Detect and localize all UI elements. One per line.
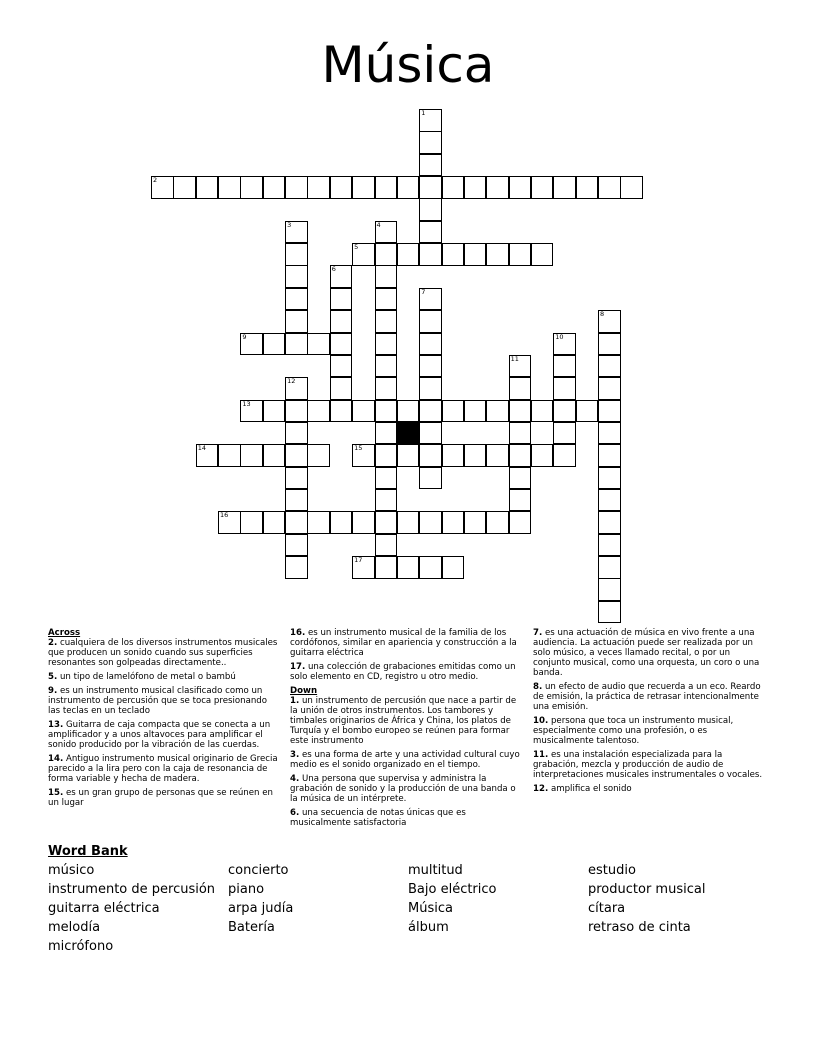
grid-cell[interactable] [509, 355, 532, 378]
grid-cell[interactable] [464, 444, 487, 467]
word-bank-item: productor musical [588, 882, 706, 897]
grid-cell[interactable] [553, 422, 576, 445]
grid-cell[interactable] [419, 556, 442, 579]
clue-text: es una instalación especializada para la grabación, mezcla y producción de audio de interpretaciones musicales instrumentales o vocales. [533, 750, 763, 780]
clue-number: 17. [290, 662, 306, 672]
grid-cell[interactable] [375, 310, 398, 333]
grid-cell[interactable] [285, 534, 308, 557]
grid-cell[interactable] [285, 265, 308, 288]
grid-cell[interactable] [352, 243, 375, 266]
grid-cell[interactable] [553, 377, 576, 400]
grid-cell[interactable] [285, 310, 308, 333]
grid-cell[interactable] [576, 400, 599, 423]
word-bank-item: músico [48, 863, 95, 878]
grid-cell[interactable] [419, 310, 442, 333]
cell-number: 17 [354, 556, 363, 564]
grid-cell[interactable] [285, 176, 308, 199]
cell-number: 5 [354, 243, 359, 252]
grid-cell[interactable] [375, 489, 398, 512]
grid-cell[interactable] [509, 176, 532, 199]
grid-cell[interactable] [330, 511, 353, 534]
grid-cell[interactable] [442, 511, 465, 534]
cell-number: 2 [153, 176, 158, 185]
grid-cell[interactable] [598, 601, 621, 624]
grid-cell[interactable] [553, 400, 576, 423]
grid-cell[interactable] [598, 310, 621, 333]
clue-number: 9. [48, 686, 58, 696]
down-clue [290, 750, 522, 770]
grid-cell[interactable] [352, 556, 375, 579]
grid-cell[interactable] [620, 176, 643, 199]
grid-cell[interactable] [285, 489, 308, 512]
across-clue [48, 638, 280, 668]
grid-cell[interactable] [285, 400, 308, 423]
word-bank-item: Bajo eléctrico [408, 882, 497, 897]
cell-number: 3 [287, 220, 292, 229]
down-clue [290, 808, 522, 828]
grid-cell[interactable] [375, 221, 398, 244]
grid-cell[interactable] [598, 556, 621, 579]
grid-cell[interactable] [598, 400, 621, 423]
grid-cell[interactable] [330, 176, 353, 199]
grid-cell[interactable] [285, 288, 308, 311]
grid-cell[interactable] [375, 556, 398, 579]
grid-cell[interactable] [375, 355, 398, 378]
grid-cell[interactable] [442, 176, 465, 199]
grid-cell[interactable] [218, 511, 241, 534]
grid-cell[interactable] [598, 444, 621, 467]
grid-cell[interactable] [240, 400, 263, 423]
word-bank-item: guitarra eléctrica [48, 901, 160, 916]
word-bank-column-1 [48, 861, 215, 956]
grid-cell[interactable] [509, 511, 532, 534]
grid-cell[interactable] [375, 511, 398, 534]
grid-cell[interactable] [263, 333, 286, 356]
grid-cell[interactable] [419, 355, 442, 378]
grid-cell[interactable] [285, 467, 308, 490]
grid-cell[interactable] [442, 243, 465, 266]
word-bank-item: retraso de cinta [588, 920, 691, 935]
grid-cell[interactable] [375, 333, 398, 356]
grid-cell[interactable] [352, 511, 375, 534]
clue-number: 11. [533, 750, 549, 760]
grid-cell[interactable] [531, 400, 554, 423]
grid-cell[interactable] [285, 444, 308, 467]
grid-cell[interactable] [509, 400, 532, 423]
grid-cell[interactable] [598, 489, 621, 512]
grid-cell[interactable] [509, 243, 532, 266]
across-clue [48, 720, 280, 750]
grid-cell[interactable] [307, 444, 330, 467]
clues-column-3 [533, 628, 765, 798]
grid-cell[interactable] [598, 511, 621, 534]
clue-text: es un gran grupo de personas que se reúnen en un lugar [48, 788, 273, 808]
word-bank-title: Word Bank [48, 844, 128, 859]
clues-column-1 [48, 628, 280, 812]
grid-cell[interactable] [576, 176, 599, 199]
word-bank-item: melodía [48, 920, 101, 935]
grid-cell[interactable] [553, 355, 576, 378]
grid-cell[interactable] [397, 444, 420, 467]
grid-cell[interactable] [307, 333, 330, 356]
cell-number: 6 [331, 265, 336, 274]
grid-cell[interactable] [598, 578, 621, 601]
grid-cell[interactable] [486, 176, 509, 199]
grid-cell[interactable] [218, 444, 241, 467]
grid-cell[interactable] [486, 400, 509, 423]
grid-cell[interactable] [419, 444, 442, 467]
clue-number: 1. [290, 696, 300, 706]
word-bank-column-2 [228, 861, 293, 937]
word-bank-column-4 [588, 861, 705, 937]
clue-text: Guitarra de caja compacta que se conecta a un amplificador y a unos altavoces para amplificar el sonido producido por la vibración de las cuerdas. [48, 720, 271, 750]
grid-cell[interactable] [330, 310, 353, 333]
grid-cell[interactable] [442, 556, 465, 579]
grid-cell[interactable] [375, 422, 398, 445]
grid-cell[interactable] [464, 511, 487, 534]
grid-cell[interactable] [307, 176, 330, 199]
across-clue [290, 662, 522, 682]
grid-cell[interactable] [375, 176, 398, 199]
grid-cell[interactable] [419, 422, 442, 445]
grid-cell[interactable] [464, 243, 487, 266]
grid-cell[interactable] [263, 400, 286, 423]
cell-number: 12 [287, 377, 296, 386]
down-header: Down [290, 686, 318, 696]
grid-cell[interactable] [397, 176, 420, 199]
clue-text: es una actuación de música en vivo frente a una audiencia. La actuación puede ser realizada por un solo músico, a veces llamado recital, o por un conjunto musical, como una orquesta, un coro o una banda. [533, 628, 760, 678]
grid-cell[interactable] [397, 511, 420, 534]
grid-cell[interactable] [307, 400, 330, 423]
grid-cell[interactable] [419, 511, 442, 534]
grid-cell[interactable] [375, 467, 398, 490]
grid-cell[interactable] [240, 511, 263, 534]
grid-cell[interactable] [419, 377, 442, 400]
black-cell [397, 422, 420, 445]
word-bank-item: álbum [408, 920, 449, 935]
grid-cell[interactable] [330, 265, 353, 288]
grid-cell[interactable] [486, 243, 509, 266]
across-clue [48, 672, 280, 682]
grid-cell[interactable] [531, 176, 554, 199]
grid-cell[interactable] [553, 333, 576, 356]
clue-number: 6. [290, 808, 300, 818]
clue-number: 15. [48, 788, 64, 798]
down-clue [533, 628, 765, 678]
clue-number: 3. [290, 750, 300, 760]
clue-text: una colección de grabaciones emitidas como un solo elemento en CD, registro u otro medio. [290, 662, 516, 682]
grid-cell[interactable] [352, 176, 375, 199]
clue-number: 4. [290, 774, 300, 784]
grid-cell[interactable] [419, 198, 442, 221]
grid-cell[interactable] [375, 243, 398, 266]
grid-cell[interactable] [240, 176, 263, 199]
word-bank-item: multitud [408, 863, 463, 878]
grid-cell[interactable] [330, 355, 353, 378]
grid-cell[interactable] [397, 400, 420, 423]
cell-number: 9 [242, 332, 247, 341]
clue-text: Antiguo instrumento musical originario de Grecia parecido a la lira pero con la caja de resonancia de forma variable y hecha de madera. [48, 754, 278, 784]
clue-text: es un instrumento musical clasificado como un instrumento de percusión que se toca presionando las teclas en un teclado [48, 686, 268, 716]
cell-number: 8 [600, 310, 605, 319]
grid-cell[interactable] [598, 377, 621, 400]
grid-cell[interactable] [285, 422, 308, 445]
grid-cell[interactable] [598, 176, 621, 199]
grid-cell[interactable] [553, 444, 576, 467]
down-clue [533, 682, 765, 712]
grid-cell[interactable] [240, 444, 263, 467]
clue-text: persona que toca un instrumento musical, especialmente como una profesión, o es musicalmente talentoso. [533, 716, 734, 746]
grid-cell[interactable] [330, 377, 353, 400]
across-clue [48, 686, 280, 716]
grid-cell[interactable] [464, 176, 487, 199]
grid-cell[interactable] [598, 355, 621, 378]
grid-cell[interactable] [263, 444, 286, 467]
grid-cell[interactable] [486, 444, 509, 467]
grid-cell[interactable] [397, 243, 420, 266]
clue-number: 12. [533, 784, 549, 794]
grid-cell[interactable] [419, 288, 442, 311]
clue-text: un efecto de audio que recuerda a un eco. Reardo de emisión, la práctica de retrasar intencionalmente una emisión. [533, 682, 761, 712]
word-bank-item: micrófono [48, 939, 114, 954]
grid-cell[interactable] [419, 400, 442, 423]
grid-cell[interactable] [375, 288, 398, 311]
clue-number: 10. [533, 716, 549, 726]
grid-cell[interactable] [285, 333, 308, 356]
across-clue [48, 754, 280, 784]
grid-cell[interactable] [218, 176, 241, 199]
clues-column-2 [290, 628, 522, 832]
word-bank-item: estudio [588, 863, 636, 878]
grid-cell[interactable] [285, 556, 308, 579]
grid-cell[interactable] [173, 176, 196, 199]
word-bank-item: cítara [588, 901, 626, 916]
down-clue [290, 774, 522, 804]
cell-number: 11 [510, 354, 519, 363]
cell-number: 4 [376, 220, 381, 229]
grid-cell[interactable] [598, 333, 621, 356]
clue-text: es un instrumento musical de la familia de los cordófonos, similar en apariencia y construcción a la guitarra eléctrica [290, 628, 517, 658]
cell-number: 10 [555, 332, 564, 341]
grid-cell[interactable] [553, 176, 576, 199]
cell-number: 16 [220, 511, 229, 520]
grid-cell[interactable] [397, 556, 420, 579]
grid-cell[interactable] [442, 444, 465, 467]
cell-number: 1 [421, 109, 426, 117]
clue-number: 2. [48, 638, 58, 648]
grid-cell[interactable] [419, 221, 442, 244]
grid-cell[interactable] [531, 444, 554, 467]
grid-cell[interactable] [509, 489, 532, 512]
clue-text: una secuencia de notas únicas que es musicalmente satisfactoria [290, 808, 466, 828]
word-bank-item: arpa judía [228, 901, 294, 916]
word-bank-item: Música [408, 901, 453, 916]
across-clue [48, 788, 280, 808]
grid-cell[interactable] [352, 444, 375, 467]
across-header: Across [48, 628, 81, 638]
word-bank-item: Batería [228, 920, 275, 935]
clue-number: 8. [533, 682, 543, 692]
clue-number: 16. [290, 628, 306, 638]
clue-number: 7. [533, 628, 543, 638]
grid-cell[interactable] [375, 534, 398, 557]
clue-number: 14. [48, 754, 64, 764]
grid-cell[interactable] [419, 109, 442, 132]
grid-cell[interactable] [531, 243, 554, 266]
down-clue [533, 784, 765, 794]
grid-cell[interactable] [285, 243, 308, 266]
clue-text: amplifica el sonido [548, 784, 632, 794]
grid-cell[interactable] [375, 265, 398, 288]
down-clue [290, 696, 522, 746]
grid-cell[interactable] [509, 467, 532, 490]
grid-cell[interactable] [375, 444, 398, 467]
across-clue [290, 628, 522, 658]
clue-text: un instrumento de percusión que nace a partir de la unión de otros instrumentos. Los tambores y timbales originarios de África y China, los platos de Turquía y el bombo europeo se reúnen para formar este instrumento [290, 696, 517, 746]
grid-cell[interactable] [330, 400, 353, 423]
grid-cell[interactable] [419, 154, 442, 177]
grid-cell[interactable] [419, 131, 442, 154]
grid-cell[interactable] [486, 511, 509, 534]
clue-text: Una persona que supervisa y administra la grabación de sonido y la producción de una banda o la música de un intérprete. [290, 774, 516, 804]
grid-cell[interactable] [375, 400, 398, 423]
grid-cell[interactable] [196, 444, 219, 467]
grid-cell[interactable] [598, 422, 621, 445]
word-bank-item: piano [228, 882, 265, 897]
cell-number: 14 [197, 444, 206, 453]
grid-cell[interactable] [196, 176, 219, 199]
grid-cell[interactable] [330, 288, 353, 311]
grid-cell[interactable] [285, 511, 308, 534]
cell-number: 13 [242, 399, 251, 408]
grid-cell[interactable] [442, 400, 465, 423]
clue-number: 5. [48, 672, 58, 682]
grid-cell[interactable] [598, 534, 621, 557]
word-bank-item: concierto [228, 863, 289, 878]
clue-number: 13. [48, 720, 64, 730]
grid-cell[interactable] [151, 176, 174, 199]
down-clue [533, 716, 765, 746]
clue-text: un tipo de lamelófono de metal o bambú [57, 672, 236, 682]
grid-cell[interactable] [509, 422, 532, 445]
grid-cell[interactable] [352, 400, 375, 423]
grid-cell[interactable] [285, 221, 308, 244]
grid-cell[interactable] [509, 444, 532, 467]
clue-text: es una forma de arte y una actividad cultural cuyo medio es el sonido organizado en el tiempo. [290, 750, 520, 770]
grid-cell[interactable] [330, 333, 353, 356]
cell-number: 7 [421, 287, 426, 296]
grid-cell[interactable] [419, 467, 442, 490]
grid-cell[interactable] [419, 176, 442, 199]
grid-cell[interactable] [419, 243, 442, 266]
grid-cell[interactable] [375, 377, 398, 400]
grid-cell[interactable] [263, 511, 286, 534]
down-clue [533, 750, 765, 780]
grid-cell[interactable] [240, 333, 263, 356]
grid-cell[interactable] [307, 511, 330, 534]
clue-text: cualquiera de los diversos instrumentos musicales que producen un sonido cuando sus superficies resonantes son golpeadas directamente.. [48, 638, 278, 668]
grid-cell[interactable] [419, 333, 442, 356]
grid-cell[interactable] [263, 176, 286, 199]
grid-cell[interactable] [464, 400, 487, 423]
page-title: Música [321, 36, 495, 94]
cell-number: 15 [354, 444, 363, 453]
word-bank-item: instrumento de percusión [48, 882, 216, 897]
word-bank-column-3 [408, 861, 497, 937]
grid-cell[interactable] [509, 377, 532, 400]
grid-cell[interactable] [285, 377, 308, 400]
grid-cell[interactable] [598, 467, 621, 490]
